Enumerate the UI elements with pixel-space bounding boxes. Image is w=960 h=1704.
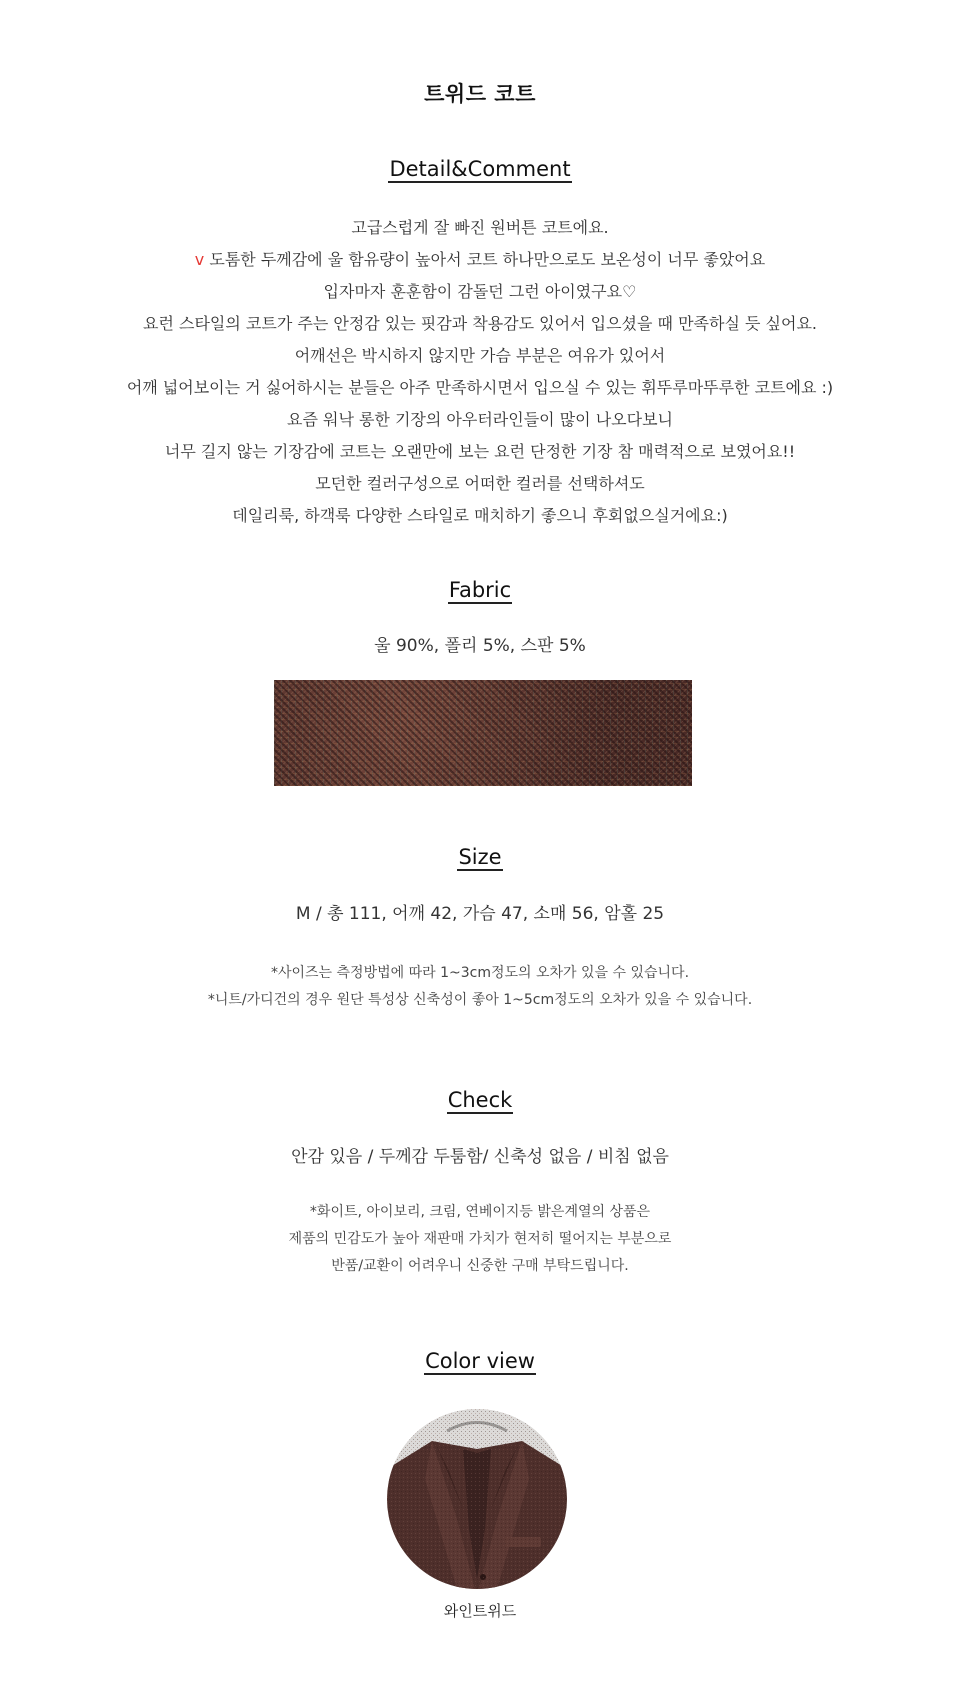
comment-line: 어깨선은 박시하지 않지만 가슴 부분은 여유가 있어서 [294, 346, 666, 365]
comment-line: 모던한 컬러구성으로 어떠한 컬러를 선택하셔도 [315, 474, 645, 493]
check-notes [0, 1199, 960, 1280]
comment-line: 요런 스타일의 코트가 주는 안정감 있는 핏감과 착용감도 있어서 입으셨을 때 만족하실 듯 싶어요. [143, 314, 817, 333]
v-mark: v [194, 250, 205, 269]
color-view-heading [0, 1347, 960, 1375]
comment-line: 너무 길지 않는 기장감에 코트는 오랜만에 보는 요런 단정한 기장 참 매력적으로 보였어요!! [164, 442, 796, 461]
comment-line: 어깨 넓어보이는 거 싫어하시는 분들은 아주 만족하시면서 입으실 수 있는 휘뚜루마뚜루한 코트에요 :) [126, 378, 834, 397]
check-note: 반품/교환이 어려우니 신중한 구매 부탁드립니다. [331, 1258, 629, 1274]
fabric-heading [0, 576, 960, 604]
detail-comment-heading [0, 155, 960, 183]
fabric-heading-text: Fabric [448, 578, 512, 602]
check-heading [0, 1086, 960, 1114]
size-notes [0, 960, 960, 1014]
comment-line: 데일리룩, 하객룩 다양한 스타일로 매치하기 좋으니 후회없으실거에요:) [232, 506, 728, 525]
product-title: 트위드 코트 [424, 82, 536, 106]
fabric-swatch-image [274, 680, 692, 786]
size-note: *니트/가디건의 경우 원단 특성상 신축성이 좋아 1~5cm정도의 오차가 있을 수 있습니다. [207, 992, 753, 1008]
check-summary: 안감 있음 / 두께감 두툼함/ 신축성 없음 / 비침 없음 [291, 1147, 669, 1167]
comment-line: 입자마자 훈훈함이 감돌던 그런 아이였구요♡ [323, 282, 637, 301]
size-heading [0, 843, 960, 871]
size-heading-text: Size [458, 845, 502, 869]
check-note: 제품의 민감도가 높아 재판매 가치가 현저히 떨어지는 부분으로 [288, 1231, 672, 1247]
detail-comment-list [0, 212, 960, 532]
color-name-label: 와인트위드 [443, 1602, 517, 1620]
size-note: *사이즈는 측정방법에 따라 1~3cm정도의 오차가 있을 수 있습니다. [270, 965, 690, 981]
comment-line: v 도톰한 두께감에 울 함유량이 높아서 코트 하나만으로도 보온성이 너무 좋았어요 [194, 250, 766, 269]
detail-comment-heading-text: Detail&Comment [389, 157, 571, 181]
comment-line: 고급스럽게 잘 빠진 원버튼 코트에요. [351, 218, 609, 237]
color-swatch-wine-tweed[interactable] [387, 1409, 567, 1589]
fabric-composition: 울 90%, 폴리 5%, 스판 5% [374, 636, 586, 656]
size-measurements: M / 총 111, 어깨 42, 가슴 47, 소매 56, 암홀 25 [295, 904, 665, 924]
check-heading-text: Check [447, 1088, 513, 1112]
check-note: *화이트, 아이보리, 크림, 연베이지등 밝은계열의 상품은 [309, 1204, 651, 1220]
comment-line: 요즘 워낙 롱한 기장의 아우터라인들이 많이 나오다보니 [286, 410, 673, 429]
coat-thumbnail-image [387, 1409, 567, 1589]
color-view-heading-text: Color view [425, 1349, 535, 1373]
